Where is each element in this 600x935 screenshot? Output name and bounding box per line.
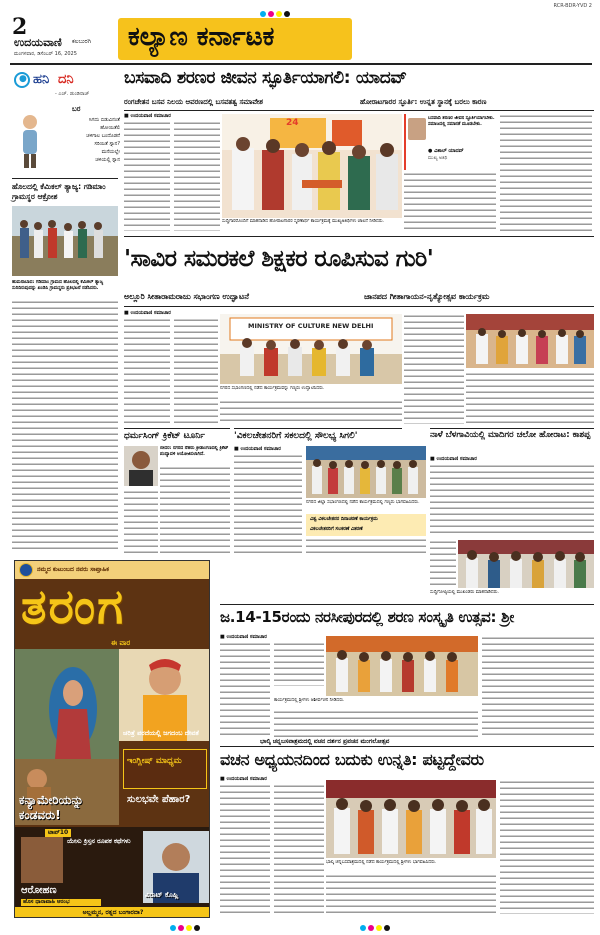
sharana-bureau: ■ ಉದಯವಾಣಿ ಸಮಾಚಾರ: [220, 634, 267, 640]
top-story-col-1: [124, 121, 170, 231]
vachana-kicker: ಭಾಲ್ಕಿ ಚನ್ನಬಸವಾಶ್ರಮದಲ್ಲಿ ವಚನ ದರ್ಶನ ಪ್ರವಚನ ಮಂಗಲೋತ್ಸವ: [260, 738, 390, 745]
top-bureau: ■ ಉದಯವಾಣಿ ಸಮಾಚಾರ: [124, 113, 171, 119]
kashappa-photo-caption: ಸುದ್ದಿಗೋಷ್ಠಿಯಲ್ಲಿ ಮುಖಂಡರು ಮಾತನಾಡಿದರು.: [430, 590, 500, 595]
date-line: ಮಂಗಳವಾರ, ಡಿಸೆಂಬರ್ 16, 2025: [14, 51, 77, 57]
vikal-col-1: [234, 454, 302, 554]
hanidani-byline: - ಎಚ್. ಡುಂಡಿರಾಜ್: [55, 91, 90, 97]
cricket-text: ಬೀದರ: ನಗರದ ನೆಹರು ಕ್ರೀಡಾಂಗಣದಲ್ಲಿ ಕ್ರಿಕೆಟ್ ಪಂದ್ಯಾವಳಿ ಆಯೋಜಿಸಲಾಗಿದೆ.: [160, 446, 229, 457]
main-col-4: [404, 314, 464, 424]
vikal-headline: 'ವಿಕಲಚೇತನರಿಗೆ ಸಕಲದಲ್ಲಿ ಸೌಲಭ್ಯ ಸಿಗಲಿ': [234, 431, 358, 441]
cricket-headline: ಧರ್ಮಸಿಂಗ್ ಕ್ರಿಕೆಟ್ ಟೂರ್ನಿ: [124, 431, 205, 441]
taranga-feature-7: ವಿರಾಟ್ ಕೊಹ್ಲಿ: [145, 891, 179, 899]
vikal-photo: [306, 446, 426, 498]
drop-icon: ●: [19, 74, 27, 84]
top-story-col-2: [174, 121, 220, 231]
main-rule: [124, 306, 594, 307]
kashappa-body: [430, 464, 594, 536]
poem-illustration: [14, 112, 46, 170]
vikal-col-2: [306, 538, 426, 554]
sharana-col-4: [482, 636, 594, 738]
poem-line: ಮನೆಯಲ್ಲೇ: [101, 149, 120, 155]
vachana-col-4: [500, 780, 594, 914]
sharana-rule: [220, 604, 594, 605]
taranga-emblem: [19, 563, 33, 577]
top-photo-badge: 24: [286, 118, 299, 128]
main-photo-banner: MINISTRY OF CULTURE NEW DELHI: [248, 322, 374, 330]
main-col-2: [174, 318, 218, 424]
vikal-bureau: ■ ಉದಯವಾಣಿ ಸಮಾಚಾರ: [234, 446, 281, 452]
sharana-headline: ಜ.14-15ರಂದು ನರಸೀಪುರದಲ್ಲಿ ಶರಣ ಸಂಸ್ಕೃತಿ ಉತ್ಸವ: ಶ್ರೀ: [220, 608, 514, 626]
main-photo-caption: ನಗರದ ಸಭಾಂಗಣದಲ್ಲಿ ನಡೆದ ಕಾರ್ಯಕ್ರಮವನ್ನು ಗಣ್ಯರು ಉದ್ಘಾಟಿಸಿದರು.: [220, 386, 325, 391]
paper-name: ಉದಯವಾಣಿ: [14, 36, 62, 49]
taranga-thumb-1: [21, 837, 63, 883]
main-subhead-left: ಅಲ್ಲೂರಿ ಸೀತಾರಾಮರಾಜು ಸಭಾಂಗಣ ಉದ್ಘಾಟನೆ: [124, 292, 250, 301]
main-photo-2: [466, 314, 594, 368]
edition: ಕಲಬುರಗಿ: [72, 38, 92, 45]
vachana-col-3: [326, 874, 496, 914]
quote-author-photo: [408, 118, 426, 140]
cricket-body: [160, 466, 230, 554]
poem-line: ಚಳಿಯಲ್ಲಿ ಸ್ನಾನ: [95, 157, 120, 163]
registration-marks-bottom: [170, 916, 202, 924]
quote-text: ಬಸವಾದಿ ಶರಣರ ಜೀವನ ಸ್ಫೂರ್ತಿಯಾಗಬೇಕು. ಸಮಾಜದಲ್ಲಿ ಸಮಾನತೆ ಮೂಡಬೇಕು.: [428, 116, 495, 127]
poem-line: ಹೋಯಿತೆಲಿ: [100, 125, 120, 131]
page-code: RCR-BDR-YVD 2: [553, 3, 592, 9]
main-col-1: [124, 318, 170, 424]
left-photo: [12, 206, 118, 276]
page-number: 2: [12, 14, 28, 40]
top-rule: [124, 110, 594, 111]
sharana-col-1: [220, 642, 270, 738]
vikal-photo-caption: ನಗರದ ಜಿಲ್ಲಾ ಸಭಾಂಗಣದಲ್ಲಿ ನಡೆದ ಕಾರ್ಯಕ್ರಮದಲ್ಲಿ ಗಣ್ಯರು ಭಾಗವಹಿಸಿದರು.: [306, 500, 420, 505]
vachana-photo: [326, 780, 496, 858]
top-story-subhead-right: ಹೋರಾಟಗಾರರ ಸ್ಫೂರ್ತಿ: ಉನ್ನತ ಸ್ಥಾನಕ್ಕೆ ಬರಲು ಕಾರಣ: [360, 98, 487, 106]
kashappa-side: [430, 540, 456, 588]
taranga-footer: ಅಲ್ಲಮ್ಮನ, ರತ್ನದ ಬಂಗಾರದಾ?: [15, 907, 210, 918]
sharana-photo-caption: ಕಾರ್ಯಕ್ರಮದಲ್ಲಿ ಶ್ರೀಗಳು ಆಶೀರ್ವಚನ ನೀಡಿದರು.: [274, 698, 345, 703]
poem-line: ಚಳಿಗಾಲ ಬಂದೊಡನೆ: [86, 133, 120, 139]
taranga-cover-tag: ಟಾಪ್10: [45, 829, 71, 837]
kashappa-bureau: ■ ಉದಯವಾಣಿ ಸಮಾಚಾರ: [430, 456, 477, 462]
vachana-headline: ವಚನ ಅಧ್ಯಯನದಿಂದ ಬದುಕು ಉನ್ನತಿ: ಪಟ್ಟದ್ದೇವರು: [220, 750, 484, 769]
taranga-feature-1: ಚರಿತ್ರೆ ಪರದೆಯಲ್ಲಿ ಜಗದಂಬ ದೇವತೆ: [123, 729, 199, 737]
taranga-feature-5: ಯೇಸು ಕ್ರಿಸ್ತನ ರೂಪಕ ಕಥೆಗಳು: [67, 837, 131, 845]
taranga-feature-2: ಇಂಗ್ಲೀಷ್ ಮಾಧ್ಯಮ: [127, 756, 182, 766]
main-col-5: [466, 372, 594, 424]
cricket-rule: [124, 428, 230, 429]
poem-line: ಸರಿಯಿತೆ ಸ್ನಾನ?: [94, 141, 120, 147]
taranga-title: ತರಂಗ: [21, 579, 126, 635]
top-bottom-rule: [124, 236, 594, 237]
left-story-body: [12, 300, 118, 552]
taranga-feature-6: ಆರೋಹಣ: [21, 885, 57, 896]
vachana-col-2: [274, 784, 324, 914]
left-story-lead: ಹುಮನಾಬಾದ: ಗಡಿಮಾಂ ಗ್ರಾಮದ ಹೊಲದಲ್ಲಿ ಕೆಮಿಕಲ್ ತ್ಯಾಜ್ಯ ಸುರಿದಿರುವುದನ್ನು ಖಂಡಿಸಿ ಗ್ರಾಮಸ್ಥರು ಪ್ರತಿಭಟನೆ ನಡೆಸಿದರು.: [12, 280, 104, 291]
vachana-col-1: [220, 784, 270, 914]
top-story-subhead-left: ರಂಗಚೇತನ ಬಸವ ನಿಲಯ ಆವರಣದಲ್ಲಿ ಬಸವತತ್ವ ಸಮಾವೇಶ: [124, 98, 264, 106]
taranga-subtitle: ಈ ವಾರ: [111, 639, 131, 647]
sharana-photo: [326, 636, 478, 696]
sharana-col-2: [274, 642, 324, 686]
section-title: ಕಲ್ಯಾಣ ಕರ್ನಾಟಕ: [128, 22, 275, 52]
kashappa-photo: [458, 540, 594, 588]
left-rule-1: [12, 178, 118, 179]
brand-hani: ಹನಿ: [33, 72, 50, 87]
left-headline: ಹೊಲದಲ್ಲಿ ಕೆಮಿಕಲ್ ತ್ಯಾಜ್ಯ: ಗಡಿಮಾಂ ಗ್ರಾಮಸ್ಥರ ಆಕ್ರೋಶ: [12, 182, 106, 201]
poem-title: ಬರ: [72, 105, 81, 113]
cricket-photo: [124, 446, 158, 486]
poem: [44, 116, 120, 164]
taranga-feature-6-sub: ಹೊಸ ಧಾರಾವಾಹಿ ಆರಂಭ: [21, 899, 101, 906]
main-subhead-right: ಜಾನಪದ ಗೀತಾಗಾಯನ-ನೃತ್ಯೋತ್ಸವ ಕಾರ್ಯಕ್ರಮ: [364, 292, 490, 301]
brand-dani: ದನಿ: [58, 72, 74, 87]
cricket-body-2: [124, 490, 158, 554]
top-story-photo: [222, 114, 402, 218]
vachana-rule: [220, 746, 594, 747]
vachana-photo-caption: ಭಾಲ್ಕಿ ಚನ್ನಬಸವಾಶ್ರಮದಲ್ಲಿ ನಡೆದ ಕಾರ್ಯಕ್ರಮದಲ್ಲಿ ಶ್ರೀಗಳು ಭಾಗವಹಿಸಿದರು.: [326, 860, 437, 865]
registration-marks-bottom-2: [360, 916, 392, 924]
main-col-3: [220, 400, 402, 424]
sharana-col-3: [274, 710, 478, 738]
masthead-rule: [10, 63, 592, 65]
kashappa-headline: ನಾಳೆ ಬೆಳಗಾವಿಯಲ್ಲಿ ಮಾದಿಗರ ಚಲೋ ಹೋರಾಟ: ಕಾಶಪ್ಪ: [430, 430, 591, 440]
quote-author: ● ವಿಶಾಲ್ ಯಾದವ್: [428, 148, 464, 154]
top-story-col-3: [404, 172, 496, 232]
main-bureau: ■ ಉದಯವಾಣಿ ಸಮಾಚಾರ: [124, 310, 171, 316]
vikal-rule: [234, 428, 402, 429]
taranga-feature-3: ಕನ್ಯಾಮೇರಿಯನ್ನು ಕಂಡವರು!: [19, 793, 84, 822]
top-story-headline: ಬಸವಾದಿ ಶರಣರ ಜೀವನ ಸ್ಫೂರ್ತಿಯಾಗಲಿ: ಯಾದವ್: [124, 68, 407, 88]
registration-marks-top: [260, 2, 292, 10]
kashappa-rule: [430, 428, 594, 429]
main-headline: 'ಸಾವಿರ ಸಮರಕಲೆ ಶಿಕ್ಷಕರ ರೂಪಿಸುವ ಗುರಿ': [124, 246, 434, 272]
taranga-top-line: ನಮ್ಮದ ಕುಟುಂಬದ ನವರು ಸಾಪ್ತಾಹಿಕ: [37, 566, 109, 573]
poem-line: ಸಿಗದು ಬಿಡುವಿನಂತೆ: [89, 117, 120, 123]
top-photo-caption: ಸುದ್ದಿಗಾರರೊಂದಿಗೆ ಮಾತನಾಡಿದ ಹೋರಾಟಗಾರರ ಸ್ಮರಣಾರ್ಥ ಕಾರ್ಯಕ್ರಮಕ್ಕೆ ಮುಖ್ಯಅತಿಥಿಗಳು ಚಾಲನೆ ನೀಡಿದರು.: [222, 219, 385, 224]
taranga-cover-right: [119, 649, 210, 741]
quote-role: ಮುಖ್ಯ ಅತಿಥಿ: [428, 156, 448, 161]
vikal-highlight-1: ವಿಶ್ವ ವಿಕಲಚೇತನರ ದಿನಾಚರಣೆ ಕಾರ್ಯಕ್ರಮ: [310, 517, 378, 522]
vachana-bureau: ■ ಉದಯವಾಣಿ ಸಮಾಚಾರ: [220, 776, 267, 782]
taranga-ad[interactable]: [14, 560, 210, 918]
vikal-highlight-2: ವಿಕಲಚೇತನರಿಗೆ ಸಲಕರಣೆ ವಿತರಣೆ: [310, 527, 363, 532]
taranga-feature-4: ಸುಲಭವೇ ಪೆಹಾರ?: [127, 794, 191, 805]
top-story-col-4: [500, 114, 592, 232]
